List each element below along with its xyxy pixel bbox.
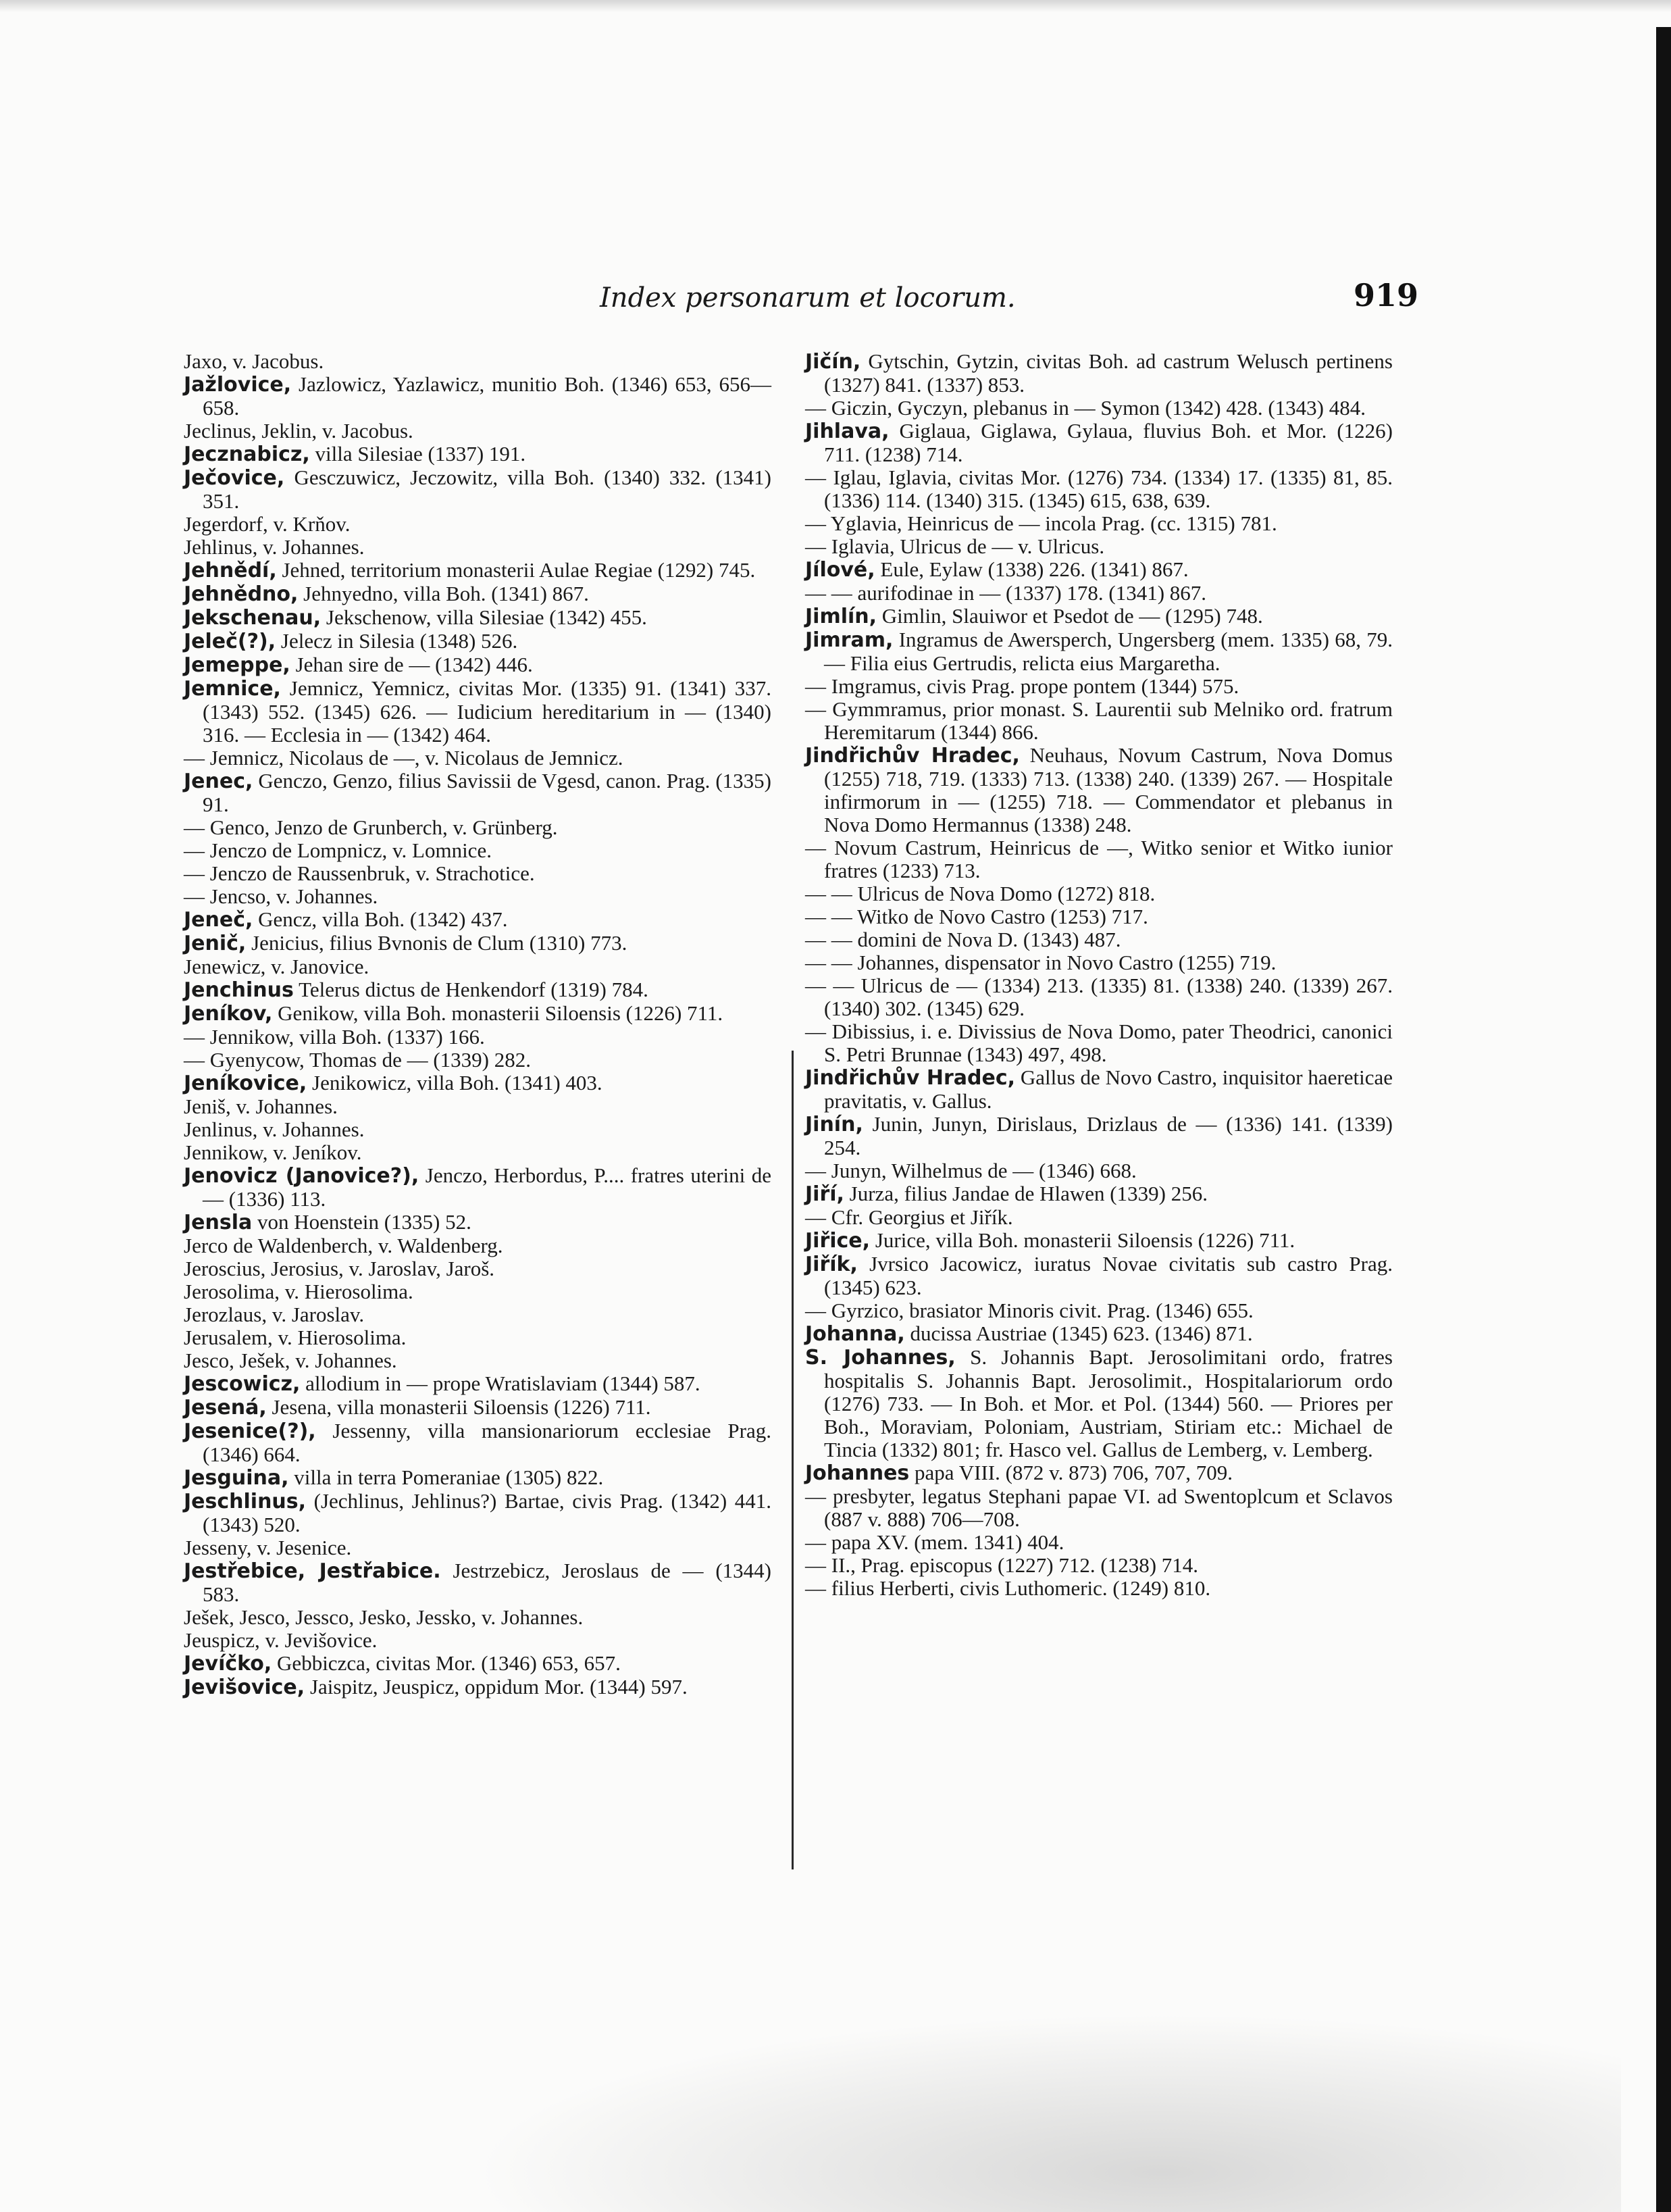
entry-text: — Novum Castrum, Heinricus de —, Witko senior et Witko iunior fratres (1233) 713. — [805, 836, 1393, 882]
index-entry — [184, 606, 771, 630]
index-entry — [184, 466, 771, 513]
index-column-left — [184, 350, 771, 1699]
entry-text: Jeclinus, Jeklin, v. Jacobus. — [184, 419, 413, 443]
index-entry — [805, 675, 1393, 698]
entry-text: villa Silesiae (1337) 191. — [309, 442, 526, 466]
entry-text: Jehned, territorium monasterii Aulae Regiae (1292) 745. — [276, 558, 756, 582]
entry-headword: Jeneč, — [184, 908, 253, 932]
entry-headword: Jenec, — [184, 770, 253, 793]
index-entry — [184, 932, 771, 955]
entry-text: Gencz, villa Boh. (1342) 437. — [253, 907, 508, 931]
entry-text: — II., Prag. episcopus (1227) 712. (1238) 714. — [805, 1553, 1199, 1577]
index-entry — [184, 1164, 771, 1211]
index-entry — [184, 1372, 771, 1396]
entry-headword: Jekschenau, — [184, 606, 322, 630]
index-entry — [184, 839, 771, 862]
index-entry — [805, 466, 1393, 512]
entry-headword: Jílové, — [805, 558, 875, 582]
entry-headword: Jihlava, — [805, 420, 890, 443]
entry-headword: Jescowicz, — [184, 1372, 301, 1396]
index-entry — [184, 862, 771, 885]
index-entry — [184, 1211, 771, 1234]
index-entry — [184, 1676, 771, 1699]
index-entry — [805, 1577, 1393, 1600]
index-entry — [184, 559, 771, 582]
entry-text: papa VIII. (872 v. 873) 706, 707, 709. — [909, 1461, 1233, 1484]
index-entry — [805, 558, 1393, 582]
entry-text: von Hoenstein (1335) 52. — [252, 1210, 471, 1234]
index-entry — [184, 955, 771, 978]
entry-text: Jessenny, villa mansionariorum ecclesiae Prag. (1346) 664. — [203, 1419, 771, 1466]
entry-headword: Jemnice, — [184, 677, 281, 701]
entry-text: Eule, Eylaw (1338) 226. (1341) 867. — [875, 557, 1189, 581]
index-entry — [805, 1020, 1393, 1066]
index-entry — [805, 605, 1393, 628]
index-entry — [805, 1159, 1393, 1182]
index-entry — [805, 1299, 1393, 1322]
entry-text: Jeniš, v. Johannes. — [184, 1095, 338, 1118]
index-entry — [805, 350, 1393, 397]
entry-text: Jurza, filius Jandae de Hlawen (1339) 256. — [844, 1182, 1208, 1205]
entry-text: — presbyter, legatus Stephani papae VI. ad Swentoplcum et Sclavos (887 v. 888) 706—708. — [805, 1484, 1393, 1531]
index-entry — [184, 1072, 771, 1095]
column-rule — [792, 1051, 794, 1869]
index-entry — [184, 653, 771, 677]
entry-text: Jeuspicz, v. Jevišovice. — [184, 1628, 378, 1652]
scan-edge-top — [0, 0, 1671, 12]
index-entry — [805, 1066, 1393, 1113]
entry-text: Jestrzebicz, Jeroslaus de — (1344) 583. — [203, 1559, 771, 1606]
entry-text: — Junyn, Wilhelmus de — (1346) 668. — [805, 1159, 1137, 1182]
entry-text: Ingramus de Awersperch, Ungersberg (mem. 1335) 68, 79. — Filia eius Gertrudis, relicta eius Margaretha. — [824, 628, 1393, 675]
index-entry — [184, 1049, 771, 1072]
entry-headword: Jehnědno, — [184, 582, 299, 606]
index-entry — [184, 1629, 771, 1652]
entry-text: Ješek, Jesco, Jessco, Jesko, Jessko, v. Johannes. — [184, 1605, 584, 1629]
entry-text: Jenewicz, v. Janovice. — [184, 955, 369, 978]
index-entry — [805, 1346, 1393, 1461]
index-entry — [184, 978, 771, 1002]
index-entry — [184, 770, 771, 816]
index-entry — [184, 373, 771, 420]
entry-text: — Jennikow, villa Boh. (1337) 166. — [184, 1025, 485, 1049]
entry-text: Jemnicz, Yemnicz, civitas Mor. (1335) 91. (1341) 337. (1343) 552. (1345) 626. — Iudicium hereditarium in — (1340) 316. — Ecclesia in — (1342) 464. — [203, 676, 771, 747]
entry-text: Jesena, villa monasterii Siloensis (1226) 711. — [266, 1395, 651, 1419]
entry-text: — — Ulricus de Nova Domo (1272) 818. — [805, 882, 1156, 905]
entry-headword: Johannes — [805, 1461, 910, 1485]
entry-headword: Jeníkovice, — [184, 1072, 307, 1095]
entry-text: — Dibissius, i. e. Divissius de Nova Domo, pater Theodrici, canonici S. Petri Brunnae (1343) 497, 498. — [805, 1020, 1393, 1066]
index-entry — [805, 951, 1393, 974]
page-number: 919 — [1353, 277, 1418, 313]
entry-headword: Ječovice, — [184, 466, 285, 490]
entry-text: — papa XV. (mem. 1341) 404. — [805, 1530, 1064, 1554]
entry-text: Jelecz in Silesia (1348) 526. — [276, 629, 518, 653]
index-entry — [184, 1419, 771, 1466]
entry-text: Jenczo, Herbordus, P.... fratres uterini de — (1336) 113. — [203, 1163, 771, 1211]
entry-text: (Jechlinus, Jehlinus?) Bartae, civis Prag. (1342) 441. (1343) 520. — [203, 1489, 771, 1536]
index-entry — [184, 677, 771, 747]
entry-text: — Yglavia, Heinricus de — incola Prag. (cc. 1315) 781. — [805, 511, 1277, 535]
entry-text: Jesseny, v. Jesenice. — [184, 1536, 352, 1559]
entry-text: — Jenczo de Lompnicz, v. Lomnice. — [184, 838, 492, 862]
entry-text: Jaispitz, Jeuspicz, oppidum Mor. (1344) 597. — [305, 1675, 688, 1699]
index-entry — [805, 1531, 1393, 1554]
index-entry — [805, 1461, 1393, 1485]
index-entry — [805, 397, 1393, 420]
scan-smudge — [473, 2013, 1621, 2212]
entry-headword: Jevišovice, — [184, 1676, 305, 1699]
scan-edge-right — [1656, 27, 1671, 2212]
entry-headword: Jindřichův Hradec, — [805, 1066, 1016, 1090]
index-entry — [184, 1280, 771, 1303]
entry-text: — Jencso, v. Johannes. — [184, 884, 378, 908]
entry-headword: Jecznabicz, — [184, 443, 310, 466]
entry-text: — Genco, Jenzo de Grunberch, v. Grünberg. — [184, 815, 558, 839]
index-entry — [184, 1606, 771, 1629]
running-head: Index personarum et locorum. — [600, 282, 1016, 313]
entry-headword: Jimram, — [805, 628, 894, 652]
index-entry — [184, 1466, 771, 1490]
entry-text: Jurice, villa Boh. monasterii Siloensis (1226) 711. — [870, 1228, 1295, 1252]
entry-headword: Jesenice(?), — [184, 1419, 316, 1443]
index-entry — [184, 1326, 771, 1349]
page-header — [182, 277, 1418, 324]
index-entry — [184, 1234, 771, 1257]
entry-headword: Jičín, — [805, 350, 861, 374]
entry-headword: Jevíčko, — [184, 1652, 272, 1676]
entry-text: — Iglau, Iglavia, civitas Mor. (1276) 734. (1334) 17. (1335) 81, 85. (1336) 114. (1340) 315. (1345) 615, 638, 639. — [805, 466, 1393, 512]
index-entry — [184, 885, 771, 908]
index-entry — [184, 1559, 771, 1606]
index-entry — [805, 1322, 1393, 1346]
index-entry — [805, 420, 1393, 466]
entry-text: Genczo, Genzo, filius Savissii de Vgesd, canon. Prag. (1335) 91. — [203, 769, 771, 816]
entry-text: — Gyenycow, Thomas de — (1339) 282. — [184, 1048, 531, 1072]
index-entry — [805, 1182, 1393, 1206]
index-entry — [805, 535, 1393, 558]
entry-text: — Jemnicz, Nicolaus de —, v. Nicolaus de Jemnicz. — [184, 746, 623, 770]
entry-headword: Jiřík, — [805, 1253, 858, 1276]
entry-text: Jaxo, v. Jacobus. — [184, 349, 324, 373]
entry-text: Jazlowicz, Yazlawicz, munitio Boh. (1346) 653, 656—658. — [203, 372, 771, 420]
entry-text: Jeroscius, Jerosius, v. Jaroslav, Jaroš. — [184, 1257, 495, 1280]
entry-text: Jennikow, v. Jeníkov. — [184, 1140, 362, 1164]
entry-headword: Jindřichův Hradec, — [805, 744, 1020, 768]
entry-headword: Jažlovice, — [184, 373, 292, 397]
entry-text: — Gyrzico, brasiator Minoris civit. Prag. (1346) 655. — [805, 1299, 1254, 1322]
entry-text: S. Johannis Bapt. Jerosolimitani ordo, fratres hospitalis S. Johannis Bapt. Jerosolimit., Hospitalariorum ordo (1276) 733. — In Boh. et Mor. et Pol. (1344) 560. — Priores per Boh., Moraviam, Poloniam, Austriam, Stiriam etc.: Michael de Tincia (1332) 801; fr. Hasco vel. Gallus de Lemberg, v. Lemberg. — [824, 1345, 1393, 1461]
index-entry — [184, 350, 771, 373]
index-entry — [805, 974, 1393, 1020]
entry-text: Jehnyedno, villa Boh. (1341) 867. — [298, 582, 589, 605]
entry-text: Giglaua, Giglawa, Gylaua, fluvius Boh. et Mor. (1226) 711. (1238) 714. — [824, 419, 1393, 466]
entry-text: Jerco de Waldenberch, v. Waldenberg. — [184, 1234, 503, 1257]
index-entry — [184, 443, 771, 466]
entry-text: villa in terra Pomeraniae (1305) 822. — [288, 1465, 604, 1489]
index-entry — [805, 882, 1393, 905]
entry-text: — — Ulricus de — (1334) 213. (1335) 81. (1338) 240. (1339) 267. (1340) 302. (1345) 629. — [805, 974, 1393, 1020]
entry-text: Jenicius, filius Bvnonis de Clum (1310) 773. — [246, 931, 627, 955]
entry-headword: Jemeppe, — [184, 653, 290, 677]
index-entry — [184, 420, 771, 443]
entry-text: — — domini de Nova D. (1343) 487. — [805, 928, 1121, 951]
index-entry — [805, 744, 1393, 836]
index-entry — [805, 512, 1393, 535]
entry-headword: S. Johannes, — [805, 1346, 956, 1369]
entry-text: Jekschenow, villa Silesiae (1342) 455. — [321, 605, 647, 629]
index-entry — [805, 1229, 1393, 1253]
entry-headword: Jeleč(?), — [184, 630, 276, 653]
index-entry — [184, 816, 771, 839]
entry-text: Jerusalem, v. Hierosolima. — [184, 1326, 407, 1349]
entry-text: Jesco, Ješek, v. Johannes. — [184, 1349, 397, 1372]
index-entry — [184, 1652, 771, 1676]
entry-headword: Jesená, — [184, 1396, 267, 1419]
index-entry — [184, 1536, 771, 1559]
index-entry — [805, 1206, 1393, 1229]
entry-text: Gallus de Novo Castro, inquisitor haereticae pravitatis, v. Gallus. — [824, 1065, 1393, 1113]
index-entry — [184, 1026, 771, 1049]
index-column-right — [805, 350, 1393, 1600]
entry-headword: Jimlín, — [805, 605, 877, 628]
entry-headword: Jiří, — [805, 1182, 844, 1206]
index-entry — [184, 1141, 771, 1164]
entry-headword: Jestřebice, Jestřabice. — [184, 1559, 441, 1583]
entry-headword: Jensla — [184, 1211, 253, 1234]
entry-text: — Giczin, Gyczyn, plebanus in — Symon (1342) 428. (1343) 484. — [805, 396, 1366, 420]
index-entry — [184, 582, 771, 606]
index-entry — [805, 905, 1393, 928]
entry-text: ducissa Austriae (1345) 623. (1346) 871. — [904, 1322, 1253, 1345]
index-entry — [184, 1257, 771, 1280]
entry-headword: Jenchinus — [184, 978, 294, 1002]
index-entry — [184, 1002, 771, 1026]
entry-text: — Gymmramus, prior monast. S. Laurentii sub Melniko ord. fratrum Heremitarum (1344) 866. — [805, 697, 1393, 744]
entry-text: Telerus dictus de Henkendorf (1319) 784. — [293, 978, 648, 1001]
entry-headword: Jenovicz (Janovice?), — [184, 1164, 419, 1188]
entry-text: Jenlinus, v. Johannes. — [184, 1117, 365, 1141]
index-entry — [184, 1396, 771, 1419]
index-entry — [805, 582, 1393, 605]
entry-text: — — Witko de Novo Castro (1253) 717. — [805, 905, 1148, 928]
index-entry — [805, 698, 1393, 744]
entry-text: Jenikowicz, villa Boh. (1341) 403. — [307, 1071, 602, 1095]
index-entry — [805, 1485, 1393, 1531]
index-entry — [184, 747, 771, 770]
entry-headword: Johanna, — [805, 1322, 905, 1346]
index-entry — [184, 630, 771, 653]
index-entry — [184, 1095, 771, 1118]
entry-text: Gimlin, Slauiwor et Psedot de — (1295) 748. — [877, 604, 1263, 628]
index-entry — [184, 513, 771, 536]
entry-text: Gebbiczca, civitas Mor. (1346) 653, 657. — [272, 1651, 621, 1675]
index-entry — [805, 928, 1393, 951]
entry-text: Junin, Junyn, Dirislaus, Drizlaus de — (1336) 141. (1339) 254. — [824, 1112, 1393, 1159]
entry-text: allodium in — prope Wratislaviam (1344) 587. — [300, 1372, 700, 1395]
index-entry — [184, 1118, 771, 1141]
entry-text: Genikow, villa Boh. monasterii Siloensis (1226) 711. — [272, 1001, 723, 1025]
index-entry — [184, 536, 771, 559]
index-entry — [184, 908, 771, 932]
entry-headword: Jenič, — [184, 932, 247, 955]
entry-text: Jehan sire de — (1342) 446. — [290, 653, 533, 676]
entry-text: — — Johannes, dispensator in Novo Castro (1255) 719. — [805, 951, 1277, 974]
entry-text: Jerozlaus, v. Jaroslav. — [184, 1303, 365, 1326]
index-entry — [805, 1253, 1393, 1299]
entry-headword: Jesguina, — [184, 1466, 289, 1490]
entry-headword: Jehnědí, — [184, 559, 277, 582]
entry-text: — Cfr. Georgius et Jiřík. — [805, 1205, 1013, 1229]
index-entry — [805, 1554, 1393, 1577]
entry-headword: Jinín, — [805, 1113, 863, 1136]
entry-text: Gytschin, Gytzin, civitas Boh. ad castrum Welusch pertinens (1327) 841. (1337) 853. — [824, 349, 1393, 397]
entry-text: Jerosolima, v. Hierosolima. — [184, 1280, 413, 1303]
entry-headword: Jiřice, — [805, 1229, 871, 1253]
entry-text: Gesczuwicz, Jeczowitz, villa Boh. (1340) 332. (1341) 351. — [203, 466, 771, 513]
entry-headword: Jeschlinus, — [184, 1490, 307, 1513]
entry-headword: Jeníkov, — [184, 1002, 273, 1026]
index-entry — [184, 1349, 771, 1372]
index-entry — [184, 1303, 771, 1326]
entry-text: — Imgramus, civis Prag. prope pontem (1344) 575. — [805, 674, 1239, 698]
entry-text: — Iglavia, Ulricus de — v. Ulricus. — [805, 534, 1105, 558]
index-entry — [805, 1113, 1393, 1159]
entry-text: — Jenczo de Raussenbruk, v. Strachotice. — [184, 861, 535, 885]
entry-text: — filius Herberti, civis Luthomeric. (1249) 810. — [805, 1576, 1211, 1600]
index-entry — [805, 836, 1393, 882]
entry-text: Neuhaus, Novum Castrum, Nova Domus (1255) 718, 719. (1333) 713. (1338) 240. (1339) 267. — Hospitale infirmorum in — (1255) 718. — Commendator et plebanus in Nova Domo Hermannus (1338) 248. — [824, 743, 1393, 836]
entry-text: Jvrsico Jacowicz, iuratus Novae civitatis sub castro Prag. (1345) 623. — [824, 1252, 1393, 1299]
index-entry — [184, 1490, 771, 1536]
index-entry — [805, 628, 1393, 675]
entry-text: — — aurifodinae in — (1337) 178. (1341) 867. — [805, 581, 1207, 605]
entry-text: Jegerdorf, v. Krňov. — [184, 512, 351, 536]
entry-text: Jehlinus, v. Johannes. — [184, 535, 365, 559]
